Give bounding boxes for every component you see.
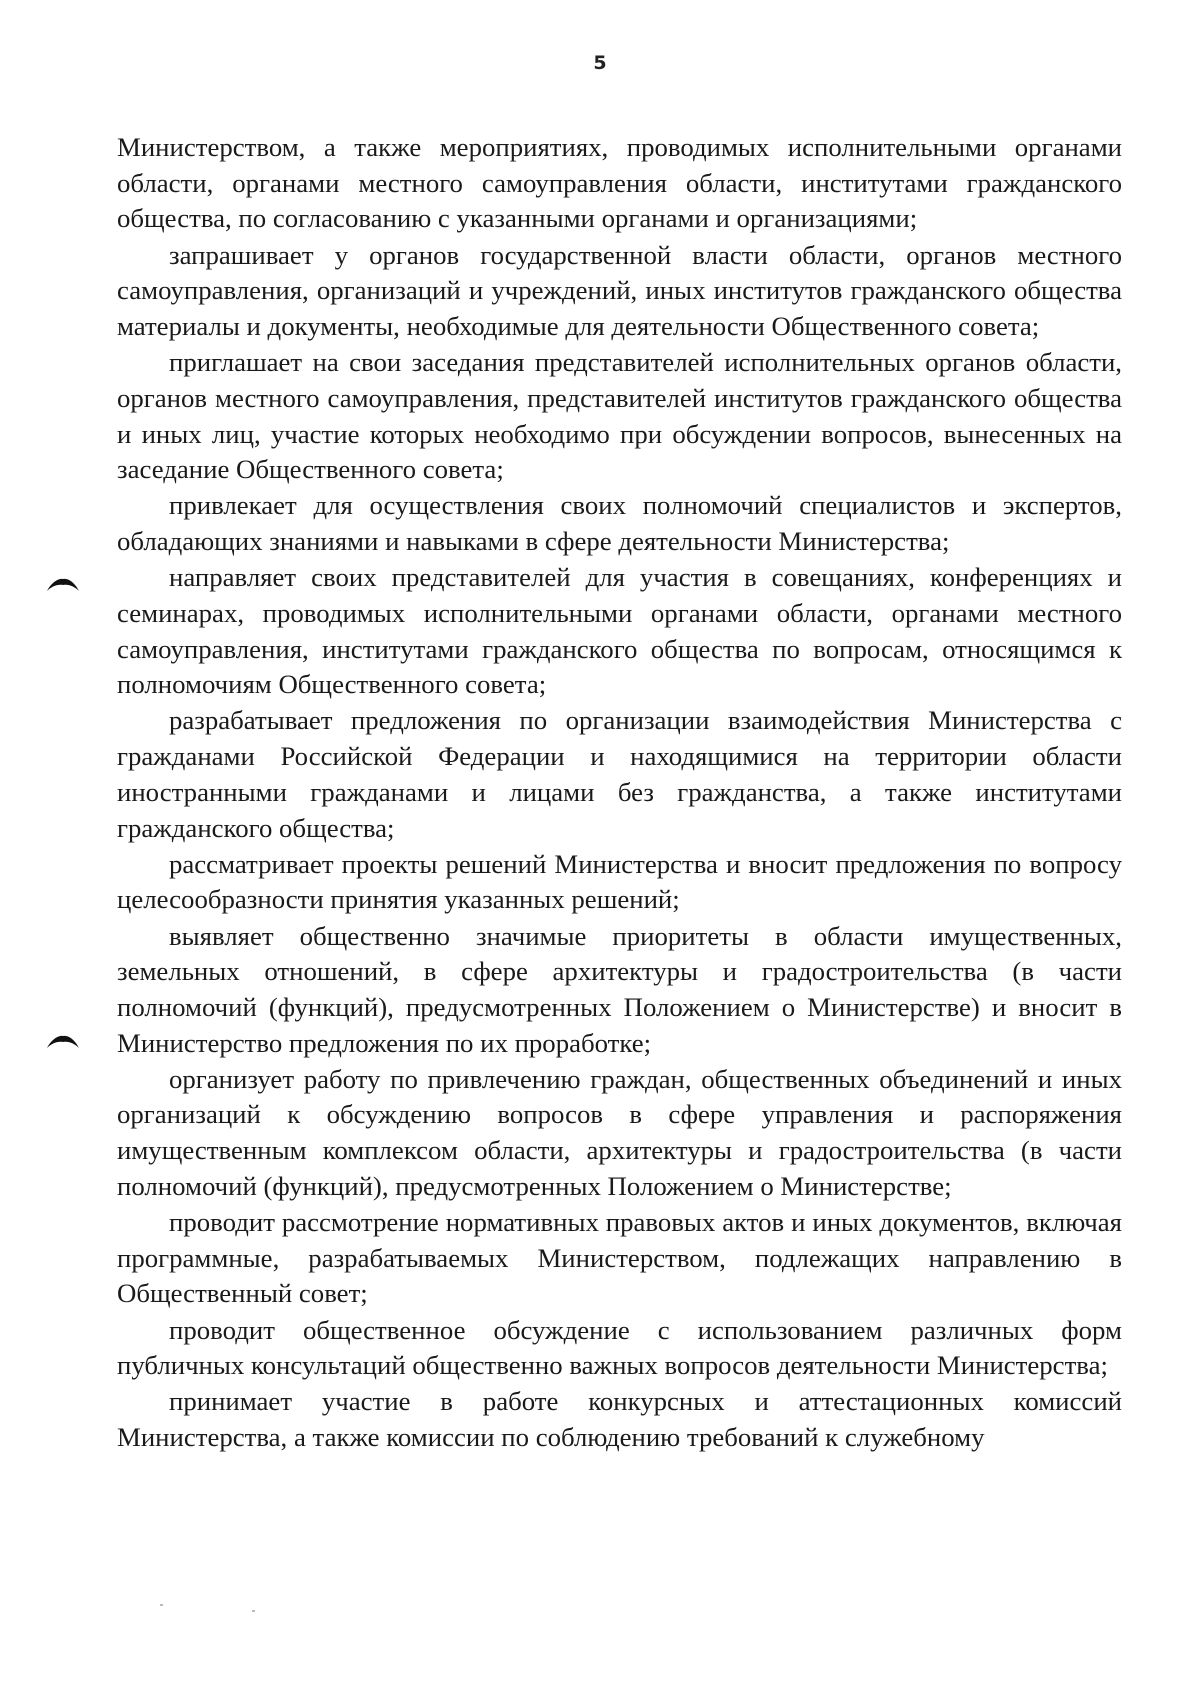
paragraph-cut-off: принимает участие в работе конкурсных и аттестационных комиссий Министерства, а также комиссии по соблюдению требований к служебному xyxy=(117,1386,1122,1453)
paragraph: организует работу по привлечению граждан, общественных объединений и иных организаций к обсуждению вопросов в сфере управления и распоряжения имущественным комплексом области, архитектуры и градостроительства (в части полномочий (функций), предусмотренных Положением о Министерстве; xyxy=(117,1063,1122,1201)
paragraph: выявляет общественно значимые приоритеты в области имущественных, земельных отношений, в сфере архитектуры и градостроительства (в части полномочий (функций), предусмотренных Положением о Министерстве) и вносит в Министерство предложения по их проработке; xyxy=(117,920,1122,1058)
paragraph: проводит общественное обсуждение с использованием различных форм публичных консультаций общественно важных вопросов деятельности Министерства; xyxy=(117,1314,1122,1381)
scan-speck xyxy=(160,1604,163,1606)
paragraph-continuation: Министерством, а также мероприятиях, проводимых исполнительными органами области, органами местного самоуправления области, институтами гражданского общества, по согласованию с указанными органами и организациями; xyxy=(117,132,1122,234)
paragraph: приглашает на свои заседания представителей исполнительных органов области, органов местного самоуправления, представителей институтов гражданского общества и иных лиц, участие которых необходимо при обсуждении вопросов, вынесенных на заседание Общественного совета; xyxy=(117,347,1122,485)
page-number: 5 xyxy=(593,52,607,74)
paragraph: рассматривает проекты решений Министерства и вносит предложения по вопросу целесообразности принятия указанных решений; xyxy=(117,848,1122,915)
punch-hole-mark-lower xyxy=(46,1035,80,1049)
paragraph: направляет своих представителей для участия в совещаниях, конференциях и семинарах, проводимых исполнительными органами области, органами местного самоуправления, институтами гражданского общества по вопросам, относящимся к полномочиям Общественного совета; xyxy=(117,562,1122,700)
scan-speck xyxy=(252,1610,255,1612)
document-body xyxy=(117,130,1122,1456)
paragraph: привлекает для осуществления своих полномочий специалистов и экспертов, обладающих знаниями и навыками в сфере деятельности Министерства; xyxy=(117,490,1122,557)
punch-hole-mark-upper xyxy=(46,578,80,592)
paragraph: разрабатывает предложения по организации взаимодействия Министерства с гражданами Российской Федерации и находящимися на территории области иностранными гражданами и лицами без гражданства, а также институтами гражданского общества; xyxy=(117,705,1122,843)
paragraph: проводит рассмотрение нормативных правовых актов и иных документов, включая программные, разрабатываемых Министерством, подлежащих направлению в Общественный совет; xyxy=(117,1207,1122,1309)
paragraph: запрашивает у органов государственной власти области, органов местного самоуправления, организаций и учреждений, иных институтов гражданского общества материалы и документы, необходимые для деятельности Общественного совета; xyxy=(117,239,1122,341)
